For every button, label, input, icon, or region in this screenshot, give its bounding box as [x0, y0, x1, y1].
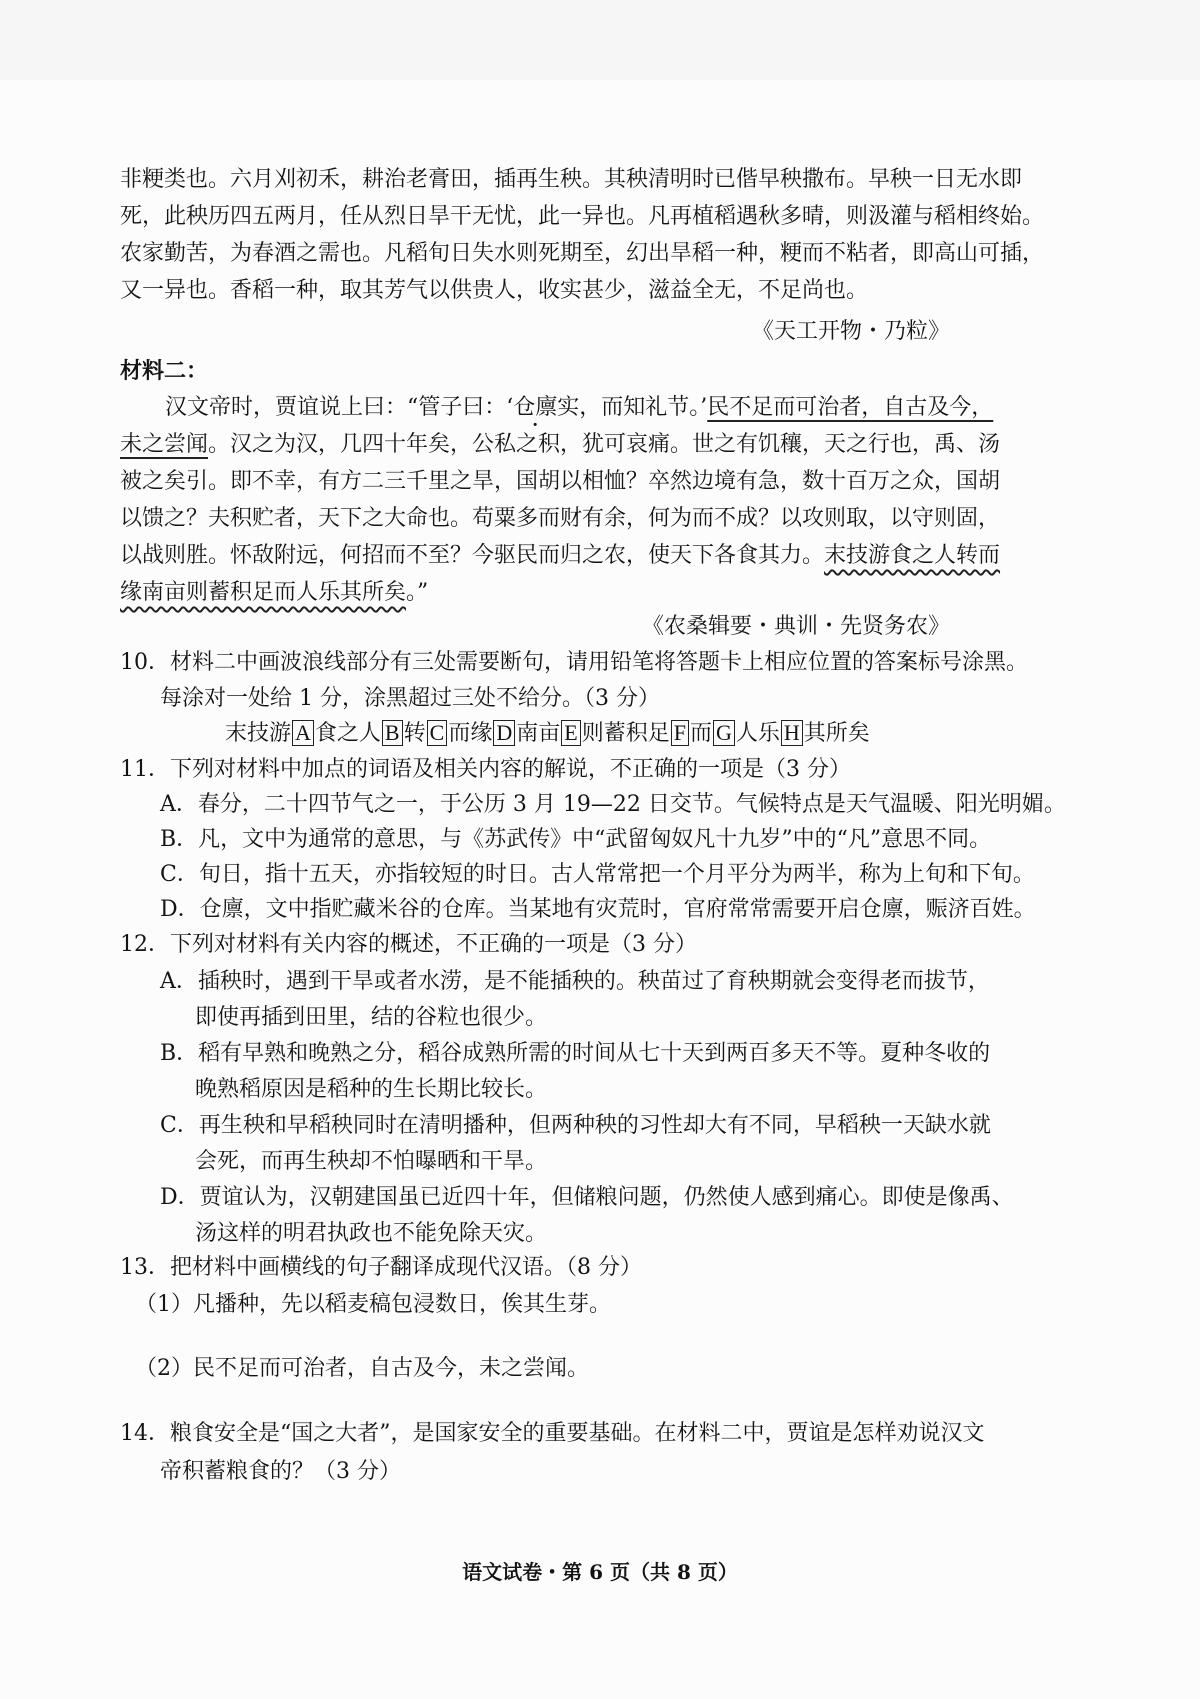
material2-line-2	[120, 429, 1000, 461]
q12-stem: 12．下列对材料有关内容的概述，不正确的一项是（3 分）	[120, 932, 697, 957]
q12-option-a-2: 即使再插到田里，结的谷粒也很少。	[195, 1005, 548, 1030]
q11-option-a: A．春分，二十四节气之一，于公历 3 月 19—22 日交节。气候特点是天气温暖、阳光明媚。	[160, 792, 1066, 817]
material2-line-3: 被之矣引。即不幸，有方二三千里之旱，国胡以相恤？卒然边境有急，数十百万之众，国胡	[120, 469, 1001, 494]
q10-option-d[interactable]: D	[493, 720, 515, 746]
material1-line-3: 农家勤苦，为春酒之需也。凡稻旬日失水则死期至，幻出旱稻一种，粳而不粘者，即高山可插，	[120, 241, 1045, 266]
q12-option-d-2: 汤这样的明君执政也不能免除天灾。	[195, 1221, 548, 1246]
q10-seg: 人乐	[735, 721, 780, 746]
m2-l2-rest: 。汉之为汉，几四十年矣，公私之积，犹可哀痛。世之有饥穰，天之行也，禹、汤	[208, 432, 1001, 457]
q10-stem-1: 10．材料二中画波浪线部分有三处需要断句，请用铅笔将答题卡上相应位置的答案标号涂黑。	[120, 650, 1028, 675]
q14-stem-2: 帝积蓄粮食的？（3 分）	[160, 1459, 401, 1484]
material2-source: 《农桑辑要・典训・先贤务农》	[641, 614, 950, 639]
q12-option-b-2: 晚熟稻原因是稻种的生长期比较长。	[195, 1077, 548, 1102]
q10-option-c[interactable]: C	[427, 720, 448, 746]
m2-l5-text: 以战则胜。怀敌附远，何招而不至？今驱民而归之农，使天下各食其力。	[120, 543, 825, 568]
q10-seg: 其所矣	[803, 721, 870, 746]
material2-line-1	[165, 392, 993, 424]
q10-seg: 而	[689, 721, 712, 746]
material2-line-4: 以馈之？夫积贮者，天下之大命也。苟粟多而财有余，何为而不成？以攻则取，以守则固，	[120, 506, 1001, 531]
m2-l1-text-a: 汉文帝时，贾谊说上曰：“管子曰：‘	[165, 395, 514, 420]
q13-stem: 13．把材料中画横线的句子翻译成现代汉语。（8 分）	[120, 1255, 642, 1280]
q10-option-h[interactable]: H	[781, 720, 803, 746]
q12-option-a-1: A．插秧时，遇到干旱或者水涝，是不能插秧的。秧苗过了育秧期就会变得老而拔节，	[160, 969, 990, 994]
m2-wavy-passage-b: 缘南亩则蓄积足而人乐其所矣	[120, 580, 407, 605]
q11-option-b: B．凡，文中为通常的意思，与《苏武传》中“武留匈奴凡十九岁”中的“凡”意思不同。	[160, 827, 992, 852]
material2-line-6	[120, 577, 428, 609]
q11-option-d: D．仓廪，文中指贮藏米谷的仓库。当某地有灾荒时，官府常常需要开启仓廪，赈济百姓。	[160, 897, 1036, 922]
q10-seg: 则蓄积足	[581, 721, 670, 746]
material1-source: 《天工开物・乃粒》	[751, 319, 950, 344]
q10-option-a[interactable]: A	[292, 720, 314, 746]
material2-heading: 材料二：	[120, 358, 209, 384]
q10-option-g[interactable]: G	[713, 720, 735, 746]
material2-line-5	[120, 540, 1000, 572]
q12-option-c-1: C．再生秧和早稻秧同时在清明播种，但两种秧的习性却大有不同，早稻秧一天缺水就	[160, 1113, 991, 1138]
q10-seg: 食之人	[314, 721, 381, 746]
material1-line-2: 死，此秧历四五两月，任从烈日旱干无忧，此一异也。凡再植稻遇秋多晴，则汲灌与稻相终始。	[120, 204, 1045, 229]
q12-option-b-1: B．稻有早熟和晚熟之分，稻谷成熟所需的时间从七十天到两百多天不等。夏种冬收的	[160, 1041, 991, 1066]
page-footer: 语文试卷・第 6 页（共 8 页）	[462, 1560, 738, 1584]
q10-stem-2: 每涂对一处给 1 分，涂黑超过三处不给分。（3 分）	[160, 686, 660, 711]
q14-stem-1: 14．粮食安全是“国之大者”，是国家安全的重要基础。在材料二中，贾谊是怎样劝说汉文	[120, 1421, 985, 1446]
q12-option-d-1: D．贾谊认为，汉朝建国虽已近四十年，但储粮问题，仍然使人感到痛心。即使是像禹、	[160, 1185, 1014, 1210]
m2-dotted-word: 仓廪	[513, 395, 558, 420]
q10-option-f[interactable]: F	[671, 720, 689, 746]
q13-part-1: （1）凡播种，先以稻麦稿包浸数日，俟其生芽。	[135, 1292, 611, 1317]
q10-option-b[interactable]: B	[382, 720, 403, 746]
q10-seg: 而缘	[448, 721, 493, 746]
m2-underlined-sentence-b: 未之尝闻	[120, 432, 209, 457]
q10-seg: 末技游	[225, 721, 292, 746]
material1-line-1: 非粳类也。六月刈初禾，耕治老膏田，插再生秧。其秧清明时已偕早秧撒布。早秧一日无水即	[120, 167, 1023, 192]
m2-l6-end: 。”	[406, 580, 429, 605]
material1-line-4: 又一异也。香稻一种，取其芳气以供贵人，收实甚少，滋益全无，不足尚也。	[120, 278, 869, 303]
m2-wavy-passage-a: 末技游食之人转而	[824, 543, 1001, 568]
m2-l1-text-b: 实，而知礼节。’	[557, 395, 708, 420]
q11-stem: 11．下列对材料中加点的词语及相关内容的解说，不正确的一项是（3 分）	[120, 757, 851, 782]
q10-seg: 南亩	[516, 721, 561, 746]
q10-option-e[interactable]: E	[561, 720, 580, 746]
q13-part-2: （2）民不足而可治者，自古及今，未之尝闻。	[135, 1356, 589, 1381]
q12-option-c-2: 会死，而再生秧却不怕曝晒和干旱。	[195, 1149, 548, 1174]
scan-top-band	[0, 0, 1200, 80]
q10-break-options	[225, 718, 870, 750]
q11-option-c: C．旬日，指十五天，亦指较短的时日。古人常常把一个月平分为两半，称为上旬和下旬。	[160, 862, 1035, 887]
m2-underlined-sentence-a: 民不足而可治者，自古及今，	[707, 395, 994, 420]
q10-seg: 转	[403, 721, 426, 746]
